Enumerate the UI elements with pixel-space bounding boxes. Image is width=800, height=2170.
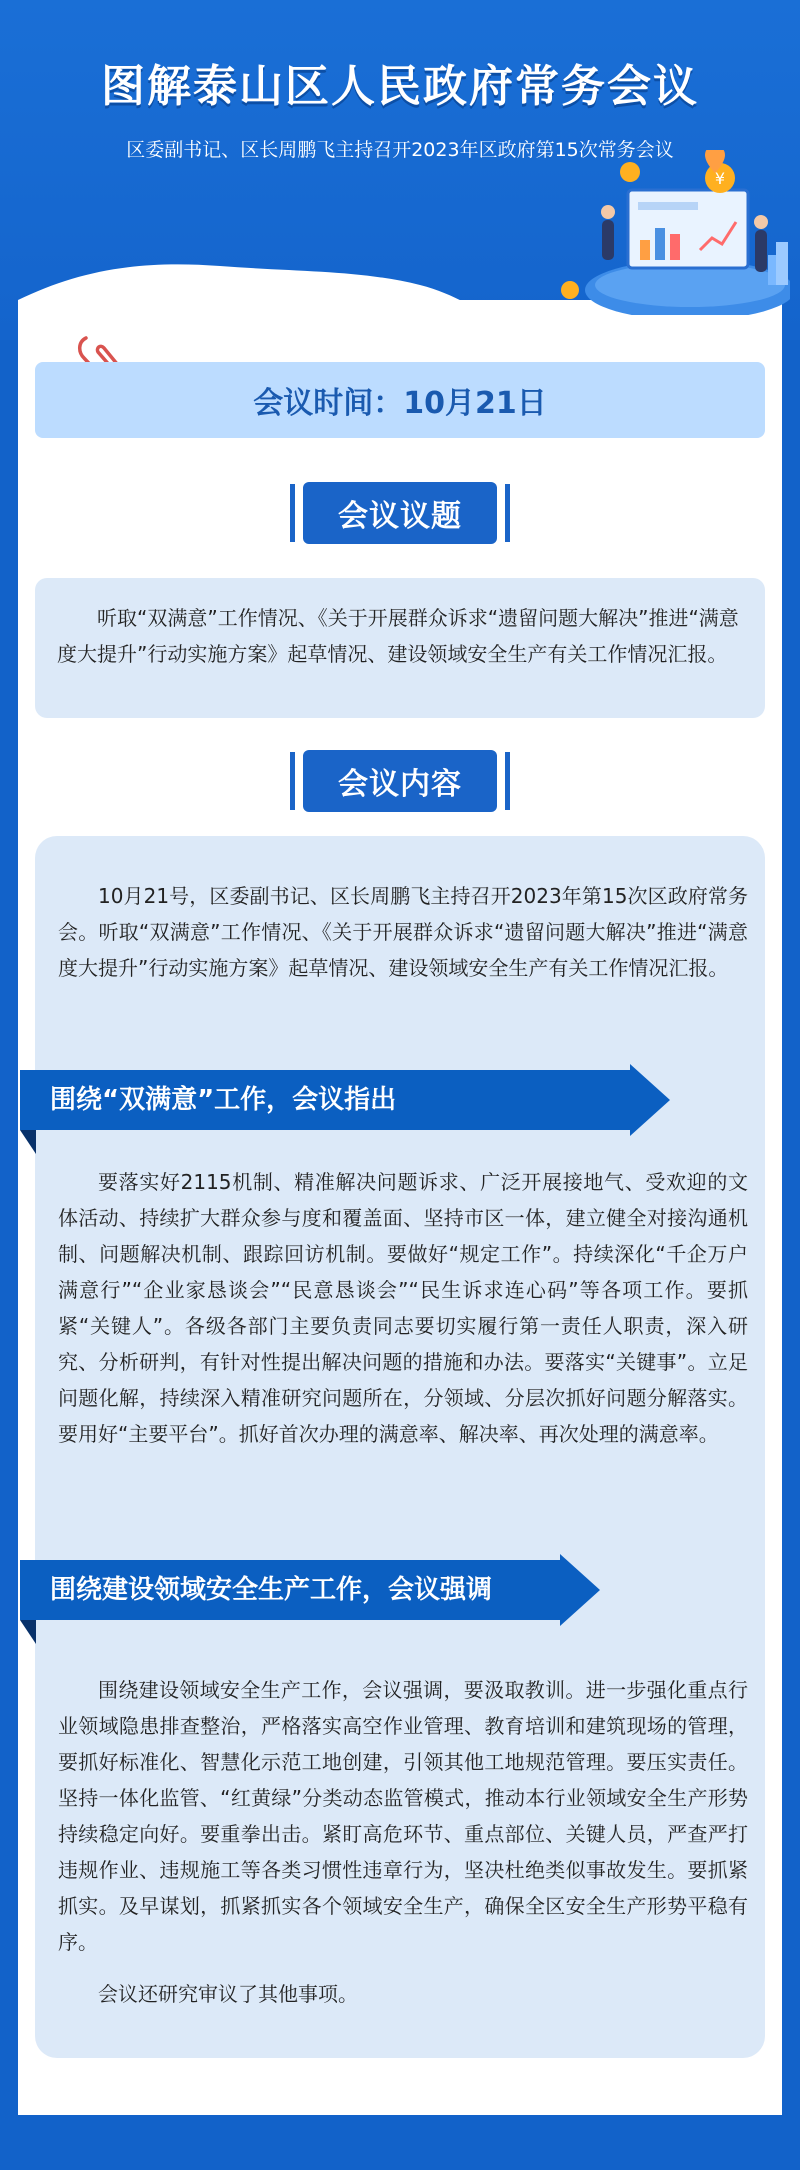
- banner1-label: 围绕“双满意”工作，会议指出: [50, 1085, 397, 1115]
- intro-paragraph: 10月21号，区委副书记、区长周鹏飞主持召开2023年第15次区政府常务会。听取“双满意”工作情况、《关于开展群众诉求“遗留问题大解决”推进“满意度大提升”行动实施方案》起草情况、建设领域安全生产有关工作情况汇报。: [58, 884, 748, 980]
- content-title-label: 会议内容: [303, 750, 497, 812]
- section-title-content: [290, 750, 510, 812]
- banner2-label: 围绕建设领域安全生产工作，会议强调: [50, 1575, 493, 1605]
- page-subtitle: 区委副书记、区长周鹏飞主持召开2023年区政府第15次常务会议: [126, 139, 674, 161]
- svg-text:¥: ¥: [714, 169, 726, 188]
- agenda-title-label: 会议议题: [303, 482, 497, 544]
- closing-paragraph: 会议还研究审议了其他事项。: [98, 1982, 358, 2006]
- meeting-time-bar: 会议时间：10月21日: [35, 362, 765, 438]
- banner-safety-production: [20, 1560, 600, 1630]
- section-title-agenda: [290, 482, 510, 544]
- paragraph-double-satisfaction: 要落实好2115机制、精准解决问题诉求、广泛开展接地气、受欢迎的文体活动、持续扩大群众参与度和覆盖面、坚持市区一体，建立健全对接沟通机制、问题解决机制、跟踪回访机制。要做好“规定工作”。持续深化“千企万户满意行”“企业家恳谈会”“民意恳谈会”“民生诉求连心码”等各项工作。要抓紧“关键人”。各级各部门主要负责同志要切实履行第一责任人职责，深入研究、分析研判，有针对性提出解决问题的措施和办法。要落实“关键事”。立足问题化解，持续深入精准研究问题所在，分领域、分层次抓好问题分解落实。要用好“主要平台”。抓好首次办理的满意率、解决率、再次处理的满意率。: [58, 1170, 748, 1446]
- banner-double-satisfaction: [20, 1070, 670, 1140]
- business-illustration: [540, 150, 790, 315]
- agenda-text: 听取“双满意”工作情况、《关于开展群众诉求“遗留问题大解决”推进“满意度大提升”行动实施方案》起草情况、建设领域安全生产有关工作情况汇报。: [35, 578, 765, 718]
- page-title: 图解泰山区人民政府常务会议: [101, 61, 699, 112]
- paragraph-safety-production: 围绕建设领域安全生产工作，会议强调，要汲取教训。进一步强化重点行业领域隐患排查整治，严格落实高空作业管理、教育培训和建筑现场的管理，要抓好标准化、智慧化示范工地创建，引领其他工地规范管理。要压实责任。坚持一体化监管、“红黄绿”分类动态监管模式，推动本行业领域安全生产形势持续稳定向好。要重拳出击。紧盯高危环节、重点部位、关键人员，严查严打违规作业、违规施工等各类习惯性违章行为，坚决杜绝类似事故发生。要抓紧抓实。及早谋划，抓紧抓实各个领域安全生产，确保全区安全生产形势平稳有序。: [58, 1678, 748, 1954]
